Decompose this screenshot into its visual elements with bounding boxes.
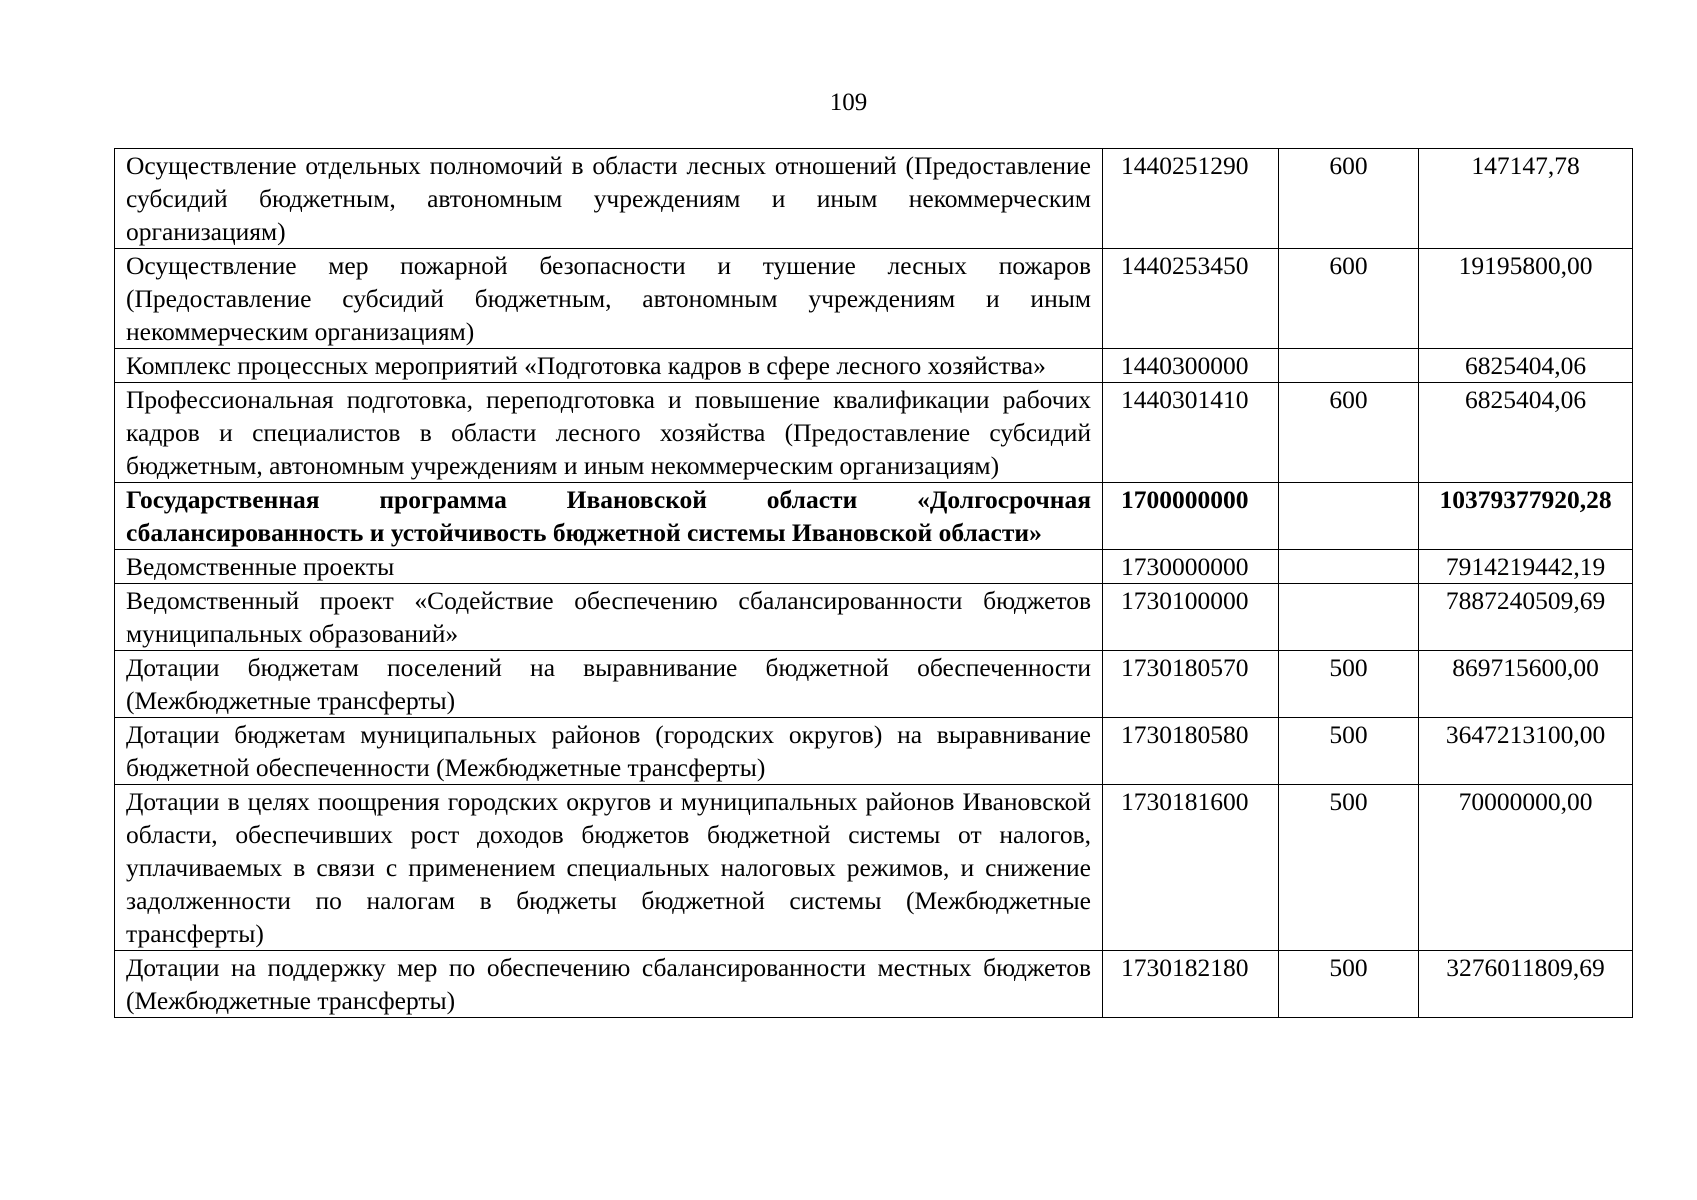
row-name-cell: Осуществление отдельных полномочий в области лесных отношений (Предоставление субсидий бюджетным, автономным учреждениям и иным некоммерческим организациям) [115, 149, 1103, 249]
table-row [115, 349, 1633, 383]
row-code-cell: 1730100000 [1103, 584, 1279, 651]
row-type-cell [1279, 349, 1419, 383]
row-name-cell: Осуществление мер пожарной безопасности и тушение лесных пожаров (Предоставление субсидий бюджетным, автономным учреждениям и иным некоммерческим организациям) [115, 249, 1103, 349]
row-type-cell: 500 [1279, 651, 1419, 718]
row-type-cell [1279, 550, 1419, 584]
table-row [115, 785, 1633, 951]
row-sum-cell: 10379377920,28 [1419, 483, 1633, 550]
table-row [115, 149, 1633, 249]
table-row [115, 550, 1633, 584]
row-name-cell: Дотации на поддержку мер по обеспечению сбалансированности местных бюджетов (Межбюджетные трансферты) [115, 951, 1103, 1018]
row-code-cell: 1730181600 [1103, 785, 1279, 951]
row-name-cell: Профессиональная подготовка, переподготовка и повышение квалификации рабочих кадров и специалистов в области лесного хозяйства (Предоставление субсидий бюджетным, автономным учреждениям и иным некоммерческим организациям) [115, 383, 1103, 483]
row-code-cell: 1440253450 [1103, 249, 1279, 349]
row-code-cell: 1440251290 [1103, 149, 1279, 249]
row-name-cell: Комплекс процессных мероприятий «Подготовка кадров в сфере лесного хозяйства» [115, 349, 1103, 383]
row-type-cell [1279, 584, 1419, 651]
row-type-cell: 600 [1279, 249, 1419, 349]
table-row [115, 951, 1633, 1018]
row-code-cell: 1730180580 [1103, 718, 1279, 785]
row-name-cell: Дотации бюджетам муниципальных районов (городских округов) на выравнивание бюджетной обеспеченности (Межбюджетные трансферты) [115, 718, 1103, 785]
row-sum-cell: 3276011809,69 [1419, 951, 1633, 1018]
row-type-cell: 500 [1279, 718, 1419, 785]
row-code-cell: 1440301410 [1103, 383, 1279, 483]
row-type-cell: 600 [1279, 383, 1419, 483]
row-sum-cell: 7887240509,69 [1419, 584, 1633, 651]
table-row [115, 651, 1633, 718]
table-row [115, 383, 1633, 483]
row-name-cell: Ведомственный проект «Содействие обеспечению сбалансированности бюджетов муниципальных образований» [115, 584, 1103, 651]
row-code-cell: 1730182180 [1103, 951, 1279, 1018]
row-sum-cell: 3647213100,00 [1419, 718, 1633, 785]
row-sum-cell: 147147,78 [1419, 149, 1633, 249]
row-name-cell: Дотации в целях поощрения городских округов и муниципальных районов Ивановской области, обеспечивших рост доходов бюджетов бюджетной системы от налогов, уплачиваемых в связи с применением специальных налоговых режимов, и снижение задолженности по налогам в бюджеты бюджетной системы (Межбюджетные трансферты) [115, 785, 1103, 951]
row-sum-cell: 869715600,00 [1419, 651, 1633, 718]
row-sum-cell: 19195800,00 [1419, 249, 1633, 349]
row-code-cell: 1440300000 [1103, 349, 1279, 383]
row-type-cell: 500 [1279, 951, 1419, 1018]
table-row [115, 718, 1633, 785]
table-row [115, 249, 1633, 349]
row-type-cell [1279, 483, 1419, 550]
budget-table [114, 148, 1633, 1018]
row-name-cell: Ведомственные проекты [115, 550, 1103, 584]
row-name-cell: Дотации бюджетам поселений на выравнивание бюджетной обеспеченности (Межбюджетные трансферты) [115, 651, 1103, 718]
row-sum-cell: 70000000,00 [1419, 785, 1633, 951]
row-type-cell: 500 [1279, 785, 1419, 951]
row-code-cell: 1700000000 [1103, 483, 1279, 550]
table-row [115, 584, 1633, 651]
row-code-cell: 1730180570 [1103, 651, 1279, 718]
row-sum-cell: 6825404,06 [1419, 383, 1633, 483]
row-code-cell: 1730000000 [1103, 550, 1279, 584]
row-sum-cell: 6825404,06 [1419, 349, 1633, 383]
page-number: 109 [829, 89, 868, 116]
row-name-cell: Государственная программа Ивановской области «Долгосрочная сбалансированность и устойчивость бюджетной системы Ивановской области» [115, 483, 1103, 550]
table-row [115, 483, 1633, 550]
row-type-cell: 600 [1279, 149, 1419, 249]
row-sum-cell: 7914219442,19 [1419, 550, 1633, 584]
